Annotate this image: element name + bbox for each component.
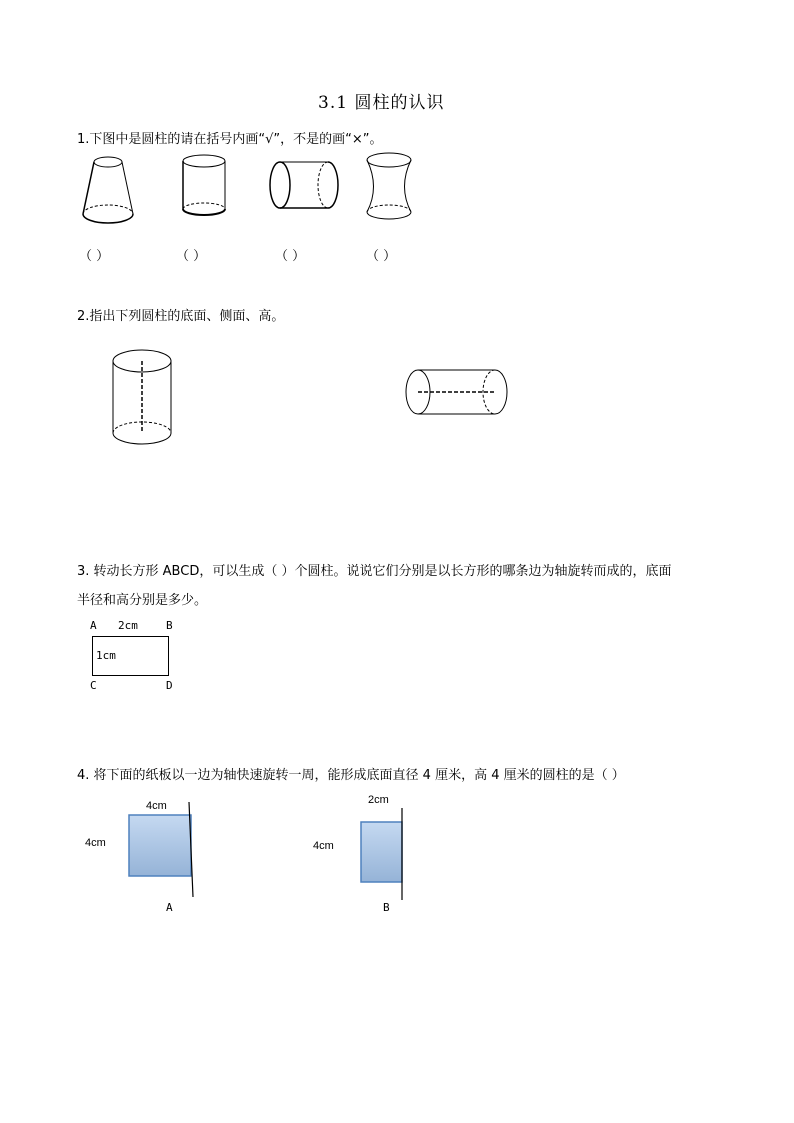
fig-b-side-label: 4cm: [313, 840, 334, 852]
q1-answer-bracket-1[interactable]: （ ）: [79, 249, 110, 264]
rect-label-c: C: [90, 679, 97, 692]
question-3-text-line-1: 3. 转动长方形 ABCD，可以生成（ ）个圆柱。说说它们分别是以长方形的哪条边为轴旋转而成的，底面: [77, 564, 672, 579]
q1-figure-cylinder: [180, 152, 230, 222]
fig-b-label: B: [383, 901, 390, 914]
fig-b-rectangle: [358, 808, 408, 906]
page-title: 3.1 圆柱的认识: [318, 93, 445, 113]
fig-b-top-label: 2cm: [368, 794, 389, 806]
rect-label-a: A: [90, 619, 97, 632]
question-4-text: 4. 将下面的纸板以一边为轴快速旋转一周，能形成底面直径 4 厘米，高 4 厘米的圆柱的是（ ）: [77, 768, 625, 783]
rect-label-d: D: [166, 679, 173, 692]
question-1-text: 1.下图中是圆柱的请在括号内画“√”，不是的画“×”。: [77, 132, 383, 147]
q1-answer-bracket-2[interactable]: （ ）: [176, 249, 207, 264]
rect-label-b: B: [166, 619, 173, 632]
fig-a-label: A: [166, 901, 173, 914]
q1-figure-concave-shape: [362, 150, 422, 230]
fig-a-side-label: 4cm: [85, 837, 106, 849]
rect-label-width: 2cm: [118, 619, 138, 632]
q1-figure-horizontal-cylinder: [268, 158, 348, 218]
question-3-text-line-2: 半径和高分别是多少。: [77, 593, 208, 608]
q2-figure-horizontal-cylinder: [405, 368, 515, 418]
fig-a-square: [126, 802, 206, 902]
question-2-text: 2.指出下列圆柱的底面、侧面、高。: [77, 309, 285, 324]
rect-label-height: 1cm: [96, 649, 116, 662]
fig-a-top-label: 4cm: [146, 800, 167, 812]
q1-answer-bracket-4[interactable]: （ ）: [366, 249, 397, 264]
q2-figure-vertical-cylinder: [112, 348, 176, 453]
q1-figure-frustum: [78, 152, 138, 232]
q1-answer-bracket-3[interactable]: （ ）: [275, 249, 306, 264]
